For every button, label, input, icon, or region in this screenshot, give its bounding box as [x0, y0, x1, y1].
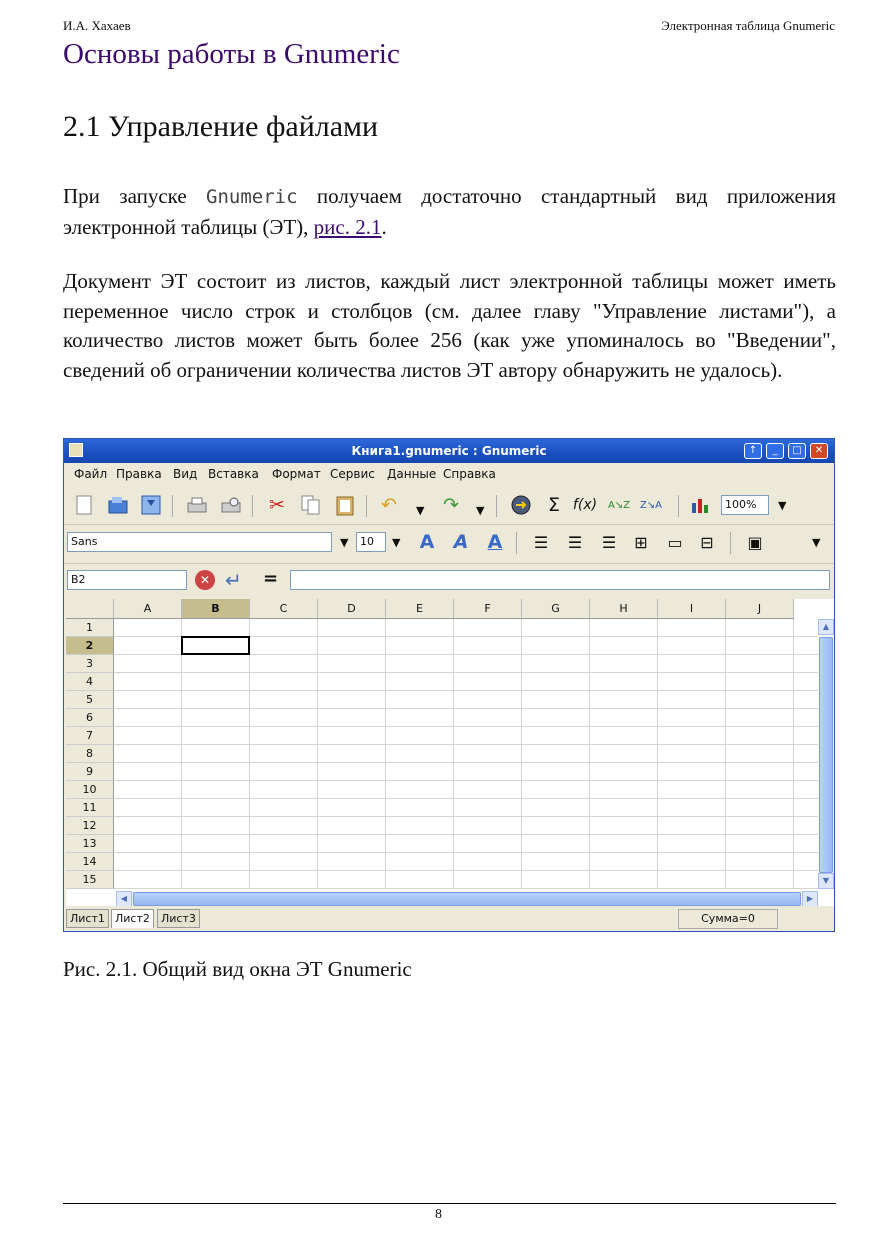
column-header[interactable]: D — [318, 599, 386, 619]
paste-icon[interactable] — [332, 492, 358, 518]
menu-format[interactable]: Формат — [272, 467, 321, 481]
format-toolbar — [64, 525, 834, 564]
standard-toolbar — [64, 486, 834, 525]
separator — [678, 495, 679, 517]
grid-line — [114, 888, 818, 889]
grid-line — [114, 870, 818, 871]
row-header[interactable]: 10 — [66, 781, 114, 799]
column-header[interactable]: E — [386, 599, 454, 619]
cell-format-icon[interactable]: ⊟ — [700, 532, 714, 552]
menu-insert[interactable]: Вставка — [208, 467, 259, 481]
zoom-dropdown-icon[interactable]: ▼ — [778, 499, 787, 512]
menu-view[interactable]: Вид — [173, 467, 198, 481]
page-number: 8 — [435, 1207, 442, 1222]
column-header[interactable]: B — [182, 599, 250, 619]
copy-icon[interactable] — [298, 492, 324, 518]
align-right-icon[interactable]: ☰ — [601, 532, 617, 552]
running-header-title: Электронная таблица Gnumeric — [661, 18, 835, 33]
zoom-combo[interactable]: 100% — [721, 495, 769, 515]
close-icon[interactable]: ✕ — [810, 443, 828, 459]
font-dropdown-icon[interactable]: ▼ — [340, 536, 349, 549]
row-header[interactable]: 11 — [66, 799, 114, 817]
menu-edit[interactable]: Правка — [116, 467, 162, 481]
row-header[interactable]: 15 — [66, 871, 114, 889]
grid-line — [114, 672, 818, 673]
chapter-title: Основы работы в Gnumeric — [63, 38, 400, 70]
font-size-dropdown-icon[interactable]: ▼ — [392, 536, 401, 549]
redo-icon[interactable]: ↷ — [443, 494, 459, 516]
row-header[interactable]: 14 — [66, 853, 114, 871]
vertical-scroll-thumb[interactable] — [819, 637, 833, 873]
grid-line — [114, 834, 818, 835]
vertical-scrollbar[interactable] — [818, 619, 834, 889]
row-header[interactable]: 9 — [66, 763, 114, 781]
menu-data[interactable]: Данные — [387, 467, 437, 481]
separator — [252, 495, 253, 517]
grid-line — [114, 798, 818, 799]
menu-tools[interactable]: Сервис — [330, 467, 375, 481]
grid-line — [181, 619, 182, 889]
sheet-tab-3[interactable]: Лист3 — [157, 909, 200, 928]
grid-line — [521, 619, 522, 889]
title-bar — [64, 439, 834, 463]
horizontal-scrollbar[interactable] — [116, 891, 818, 907]
grid-line — [657, 619, 658, 889]
print-preview-icon[interactable] — [218, 492, 244, 518]
sort-ascending-icon[interactable]: A↘Z — [607, 499, 631, 511]
border-icon[interactable]: ▭ — [667, 532, 683, 552]
undo-dropdown-icon[interactable]: ▼ — [416, 504, 425, 517]
hyperlink-icon[interactable] — [508, 492, 534, 518]
underline-icon[interactable]: A — [487, 531, 503, 553]
equals-button[interactable]: = — [263, 568, 279, 589]
separator — [496, 495, 497, 517]
paragraph-1 — [63, 182, 836, 242]
scroll-up-icon[interactable]: ▲ — [818, 619, 834, 635]
section-title: 2.1 Управление файлами — [63, 110, 379, 143]
row-header[interactable]: 2 — [66, 637, 114, 655]
column-header[interactable]: J — [726, 599, 794, 619]
function-label: f(x) — [572, 497, 598, 513]
minimize-up-icon[interactable]: ↑ — [744, 443, 762, 459]
cell-ref-input[interactable]: B2 — [67, 570, 187, 590]
scroll-right-icon[interactable]: ▶ — [802, 891, 818, 907]
grid-line — [114, 816, 818, 817]
grid-line — [114, 780, 818, 781]
grid-line — [114, 744, 818, 745]
para1-text-a: При запуске — [63, 184, 207, 208]
scroll-down-icon[interactable]: ▼ — [818, 873, 834, 889]
font-name-combo[interactable]: Sans — [67, 532, 332, 552]
row-header[interactable]: 3 — [66, 655, 114, 673]
running-header-author: И.А. Хахаев — [63, 18, 131, 33]
align-center-icon[interactable]: ☰ — [567, 532, 583, 552]
app-name: Gnumeric — [206, 186, 298, 208]
minimize-icon[interactable]: _ — [766, 443, 784, 459]
grid-line — [589, 619, 590, 889]
function-icon[interactable] — [572, 492, 598, 518]
save-icon[interactable] — [138, 492, 164, 518]
grid-line — [793, 619, 794, 889]
column-header[interactable]: F — [454, 599, 522, 619]
sheet-tab-1[interactable]: Лист1 — [66, 909, 109, 928]
row-header[interactable]: 12 — [66, 817, 114, 835]
figure-caption: Рис. 2.1. Общий вид окна ЭТ Gnumeric — [63, 957, 412, 981]
para1-text-c: . — [381, 214, 387, 239]
italic-icon[interactable]: A — [453, 531, 469, 553]
undo-icon[interactable]: ↶ — [381, 494, 397, 516]
column-header[interactable]: C — [250, 599, 318, 619]
sort-descending-icon[interactable]: Z↘A — [639, 499, 663, 511]
footer-rule — [63, 1203, 836, 1204]
column-header[interactable]: H — [590, 599, 658, 619]
new-icon[interactable] — [71, 492, 97, 518]
status-bar — [64, 906, 834, 932]
open-icon[interactable] — [105, 492, 131, 518]
horizontal-scroll-thumb[interactable] — [133, 892, 801, 906]
row-header[interactable]: 5 — [66, 691, 114, 709]
row-header[interactable]: 1 — [66, 619, 114, 637]
color-icon[interactable]: ▣ — [747, 532, 763, 552]
spreadsheet-grid[interactable] — [66, 599, 834, 929]
selected-cell[interactable] — [181, 636, 250, 655]
grid-line — [453, 619, 454, 889]
grid-line — [317, 619, 318, 889]
scroll-left-icon[interactable]: ◀ — [116, 891, 132, 907]
grid-line — [114, 690, 818, 691]
cut-icon[interactable]: ✂ — [269, 494, 285, 516]
menu-help[interactable]: Справка — [443, 467, 496, 481]
row-header[interactable]: 13 — [66, 835, 114, 853]
align-left-icon[interactable]: ☰ — [533, 532, 549, 552]
grid-line — [725, 619, 726, 889]
menu-bar — [64, 463, 834, 485]
menu-file[interactable]: Файл — [74, 467, 108, 481]
row-header[interactable]: 4 — [66, 673, 114, 691]
column-header[interactable]: I — [658, 599, 726, 619]
row-header[interactable]: 8 — [66, 745, 114, 763]
para1-text-b: получаем достаточно стандартный вид приложения электронной таблицы (ЭТ), — [63, 184, 836, 239]
font-size-combo[interactable]: 10 — [356, 532, 386, 552]
formula-input[interactable] — [290, 570, 830, 590]
cancel-icon[interactable]: ✕ — [195, 570, 215, 590]
column-header[interactable]: A — [114, 599, 182, 619]
separator — [516, 532, 517, 554]
sheet-tab-2[interactable]: Лист2 — [111, 909, 154, 928]
separator — [172, 495, 173, 517]
column-header[interactable]: G — [522, 599, 590, 619]
paragraph-2: Документ ЭТ состоит из листов, каждый лист электронной таблицы может иметь переменное число строк и столбцов (см. далее главу "Управление листами"), а количество листов может быть более 256 (как уже упоминалось во "Введении", сведений об ограничении количества листов ЭТ автору обнаружить не удалось). — [63, 269, 836, 382]
accept-icon[interactable]: ↵ — [225, 568, 242, 592]
row-header[interactable]: 6 — [66, 709, 114, 727]
print-icon[interactable] — [184, 492, 210, 518]
corner-cell[interactable] — [66, 599, 114, 619]
maximize-icon[interactable]: □ — [788, 443, 806, 459]
grid-line — [114, 708, 818, 709]
chart-icon[interactable] — [688, 492, 714, 518]
separator — [366, 495, 367, 517]
merge-icon[interactable]: ⊞ — [634, 532, 648, 552]
row-header[interactable]: 7 — [66, 727, 114, 745]
separator — [730, 532, 731, 554]
status-sum: Сумма=0 — [678, 909, 778, 929]
gnumeric-window-screenshot — [63, 438, 835, 932]
figure-link[interactable]: рис. 2.1 — [313, 214, 382, 239]
sum-icon[interactable]: Σ — [547, 494, 560, 516]
grid-line — [385, 619, 386, 889]
window-title: Книга1.gnumeric : Gnumeric — [351, 444, 547, 458]
redo-dropdown-icon[interactable]: ▼ — [476, 504, 485, 517]
bold-icon[interactable]: A — [419, 531, 435, 553]
grid-line — [114, 762, 818, 763]
grid-line — [114, 726, 818, 727]
grid-line — [114, 852, 818, 853]
formula-bar — [64, 565, 834, 597]
grid-line — [249, 619, 250, 889]
color-dropdown-icon[interactable]: ▼ — [812, 536, 821, 549]
